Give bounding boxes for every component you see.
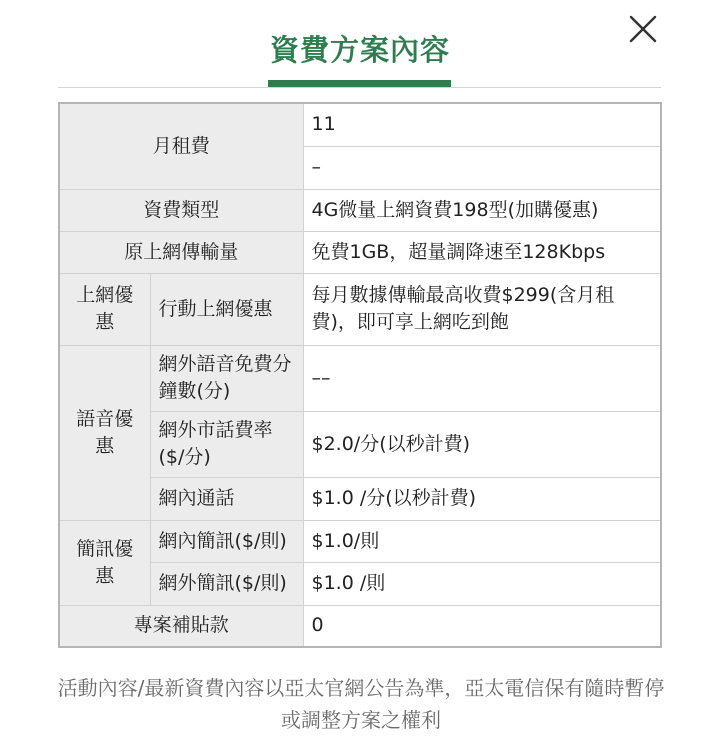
data-allowance-value: 免費1GB，超量調降速至128Kbps — [303, 231, 661, 273]
subsidy-value: 0 — [303, 605, 661, 647]
mobile-data-offer-label: 行動上網優惠 — [150, 273, 303, 345]
table-row — [59, 189, 661, 231]
table-row — [59, 562, 661, 605]
offnet-landline-rate-value: $2.0/分(以秒計費) — [303, 411, 661, 477]
table-row — [59, 605, 661, 647]
page-title: 資費方案內容 — [269, 33, 450, 67]
monthly-fee-label: 月租費 — [59, 103, 303, 189]
offnet-free-minutes-value: –– — [303, 345, 661, 411]
onnet-sms-value: $1.0/則 — [303, 520, 661, 562]
internet-offer-label: 上網優惠 — [59, 273, 150, 345]
onnet-calls-label: 網內通話 — [150, 477, 303, 520]
plan-type-value: 4G微量上網資費198型(加購優惠) — [303, 189, 661, 231]
table-row — [59, 520, 661, 562]
subsidy-label: 專案補貼款 — [59, 605, 303, 647]
table-row — [59, 345, 661, 411]
mobile-data-offer-value: 每月數據傳輸最高收費$299(含月租費)，即可享上網吃到飽 — [303, 273, 661, 345]
title-underline — [268, 80, 451, 87]
monthly-fee-value: 11 — [303, 103, 661, 146]
voice-offer-label: 語音優惠 — [59, 345, 150, 520]
onnet-calls-value: $1.0 /分(以秒計費) — [303, 477, 661, 520]
offnet-landline-rate-label: 網外市話費率($/分) — [150, 411, 303, 477]
footer-note: 活動內容/最新資費內容以亞太官網公告為準，亞太電信保有隨時暫停或調整方案之權利 — [57, 676, 665, 732]
divider — [58, 87, 661, 88]
monthly-fee-value-2: – — [303, 146, 661, 189]
table-row — [59, 477, 661, 520]
sms-offer-label: 簡訊優惠 — [59, 520, 150, 605]
data-allowance-label: 原上網傳輸量 — [59, 231, 303, 273]
table-row — [59, 231, 661, 273]
plan-type-label: 資費類型 — [59, 189, 303, 231]
onnet-sms-label: 網內簡訊($/則) — [150, 520, 303, 562]
table-row — [59, 103, 661, 146]
offnet-free-minutes-label: 網外語音免費分鐘數(分) — [150, 345, 303, 411]
offnet-sms-label: 網外簡訊($/則) — [150, 562, 303, 605]
plan-table — [58, 102, 662, 648]
table-row — [59, 411, 661, 477]
table-row — [59, 273, 661, 345]
offnet-sms-value: $1.0 /則 — [303, 562, 661, 605]
